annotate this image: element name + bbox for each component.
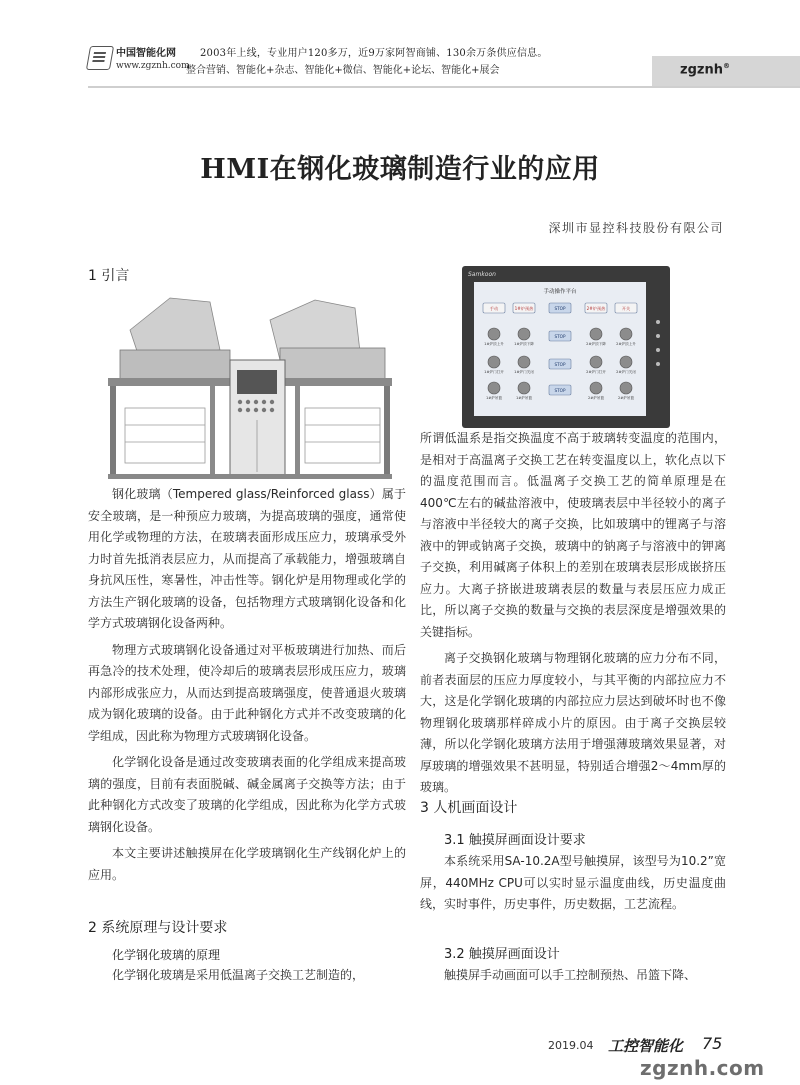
hmi-button-lamp (590, 356, 602, 368)
hmi-screen-title: 手动操作平台 (543, 289, 577, 295)
hmi-button-label: 2#炉吊篮 (617, 396, 635, 400)
tab-text: zgznh (680, 62, 723, 78)
hmi-button-label: 2#炉吊篮 (587, 396, 605, 400)
hmi-button (549, 331, 571, 341)
left-column-body (88, 484, 406, 886)
header-tab-label (680, 62, 730, 77)
hmi-button-lamp (488, 382, 500, 394)
section-3-2-heading: 3.2 触摸屏画面设计 (444, 947, 560, 962)
hmi-button (615, 303, 637, 313)
left-column-tail (88, 965, 406, 987)
hmi-button-label: 2#炉预热 (586, 306, 606, 311)
hmi-button-lamp (620, 382, 632, 394)
hmi-brand: Samkoon (468, 271, 496, 278)
site-logo-icon (86, 46, 114, 70)
hmi-button-lamp (590, 382, 602, 394)
hmi-button-label: 2#炉门关闭 (616, 370, 636, 374)
hmi-button-lamp (620, 356, 632, 368)
hmi-button-label: 1#炉吊篮 (515, 396, 533, 400)
hmi-button-lamp (590, 328, 602, 340)
site-banner (88, 44, 648, 82)
hmi-button (549, 359, 571, 369)
issue-date: 2019.04 (548, 1039, 594, 1052)
hmi-button (585, 303, 607, 313)
hmi-button-label: 2#炉顶下降 (586, 342, 606, 346)
hmi-button-label: 1#炉吊篮 (485, 396, 503, 400)
hmi-button (549, 385, 571, 395)
paragraph-hmi-design: 触摸屏手动画面可以手工控制预热、吊篮下降、 (444, 968, 697, 982)
page-number: 75 (702, 1034, 723, 1053)
site-url: www.zgznh.com (116, 61, 190, 71)
article-title: HMI在钢化玻璃制造行业的应用 (200, 154, 600, 185)
hmi-touchscreen-figure (462, 266, 670, 428)
hmi-button-label: 1#炉顶下降 (514, 342, 534, 346)
section-3-1-heading: 3.1 触摸屏画面设计要求 (444, 833, 586, 848)
hmi-button (513, 303, 535, 313)
site-name: 中国智能化网 (116, 48, 176, 59)
hmi-button-lamp (488, 356, 500, 368)
right-column-body (420, 428, 726, 799)
hmi-button-lamp (488, 328, 500, 340)
hmi-button-label: 2#炉门打开 (586, 370, 606, 374)
banner-line-2: 整合营销、智能化+杂志、智能化+微信、智能化+论坛、智能化+展会 (186, 65, 500, 76)
section-3-heading: 3 人机画面设计 (420, 800, 518, 816)
tab-mark: ® (722, 62, 730, 70)
paragraph-principle-1: 所谓低温系是指交换温度不高于玻璃转变温度的范围内，是相对于高温离子交换工艺在转变温度以上，软化点以下的温度范围而言。低温离子交换工艺的简单原理是在400℃左右的碱盐溶液中，使玻璃表层中半径较小的离子与溶液中半径较大的离子交换，比如玻璃中的锂离子与溶液中的钾或钠离子交换，玻璃中的钠离子与溶液中的钾离子交换，利用碱离子体积上的差别在玻璃表层形成嵌挤压应力。大离子挤嵌进玻璃表层的数量与表层压应力成正比，所以离子交换的数量与交换的表层深度是增强效果的关键指标。 (420, 431, 726, 639)
header-divider (88, 86, 800, 88)
tempering-furnace-figure (100, 290, 400, 485)
right-column-hmi-design (420, 965, 726, 987)
paragraph-intro-3: 化学钢化设备是通过改变玻璃表面的化学组成来提高玻璃的强度，目前有表面脱碱、碱金属离子交换等方法；由于此种钢化方式改变了玻璃的化学组成，因此称为化学方式玻璃钢化设备。 (88, 755, 406, 834)
hmi-button-label: STOP (554, 388, 566, 393)
hmi-button-label: STOP (554, 334, 566, 339)
paragraph-intro-1: 钢化玻璃（Tempered glass/Reinforced glass）属于安全玻璃，是一种预应力玻璃，为提高玻璃的强度，通常使用化学或物理的方法，在玻璃表面形成压应力，玻璃承受外力时首先抵消表层应力，从而提高了承载能力，增强玻璃自身抗风压性，寒暑性，冲击性等。钢化炉是用物理或化学的方法生产钢化玻璃的设备，包括物理方式玻璃钢化设备和化学方式玻璃钢化设备两种。 (88, 487, 406, 630)
right-column-hmi-req (420, 851, 726, 916)
hmi-button (549, 303, 571, 313)
paragraph-intro-4: 本文主要讲述触摸屏在化学玻璃钢化生产线钢化炉上的应用。 (88, 846, 406, 882)
site-watermark: zgznh.com (640, 1056, 765, 1080)
hmi-button-label: 1#炉门打开 (484, 370, 504, 374)
hmi-button-label: 2#炉顶上升 (616, 342, 636, 346)
hmi-button-lamp (518, 356, 530, 368)
hmi-button-lamp (620, 328, 632, 340)
article-company: 深圳市显控科技股份有限公司 (548, 221, 724, 235)
hmi-button-label: STOP (554, 306, 566, 311)
banner-line-1: 2003年上线，专业用户120多万，近9万家阿智商铺、130余万条供应信息。 (200, 48, 548, 59)
hmi-button-label: 手动 (489, 306, 499, 311)
hmi-button-label: 1#炉门关闭 (514, 370, 534, 374)
magazine-name: 工控智能化 (608, 1037, 684, 1055)
hmi-button-lamp (518, 382, 530, 394)
paragraph-principle-start: 化学钢化玻璃是采用低温离子交换工艺制造的， (112, 968, 365, 982)
hmi-button-label: 开关 (621, 306, 631, 311)
hmi-button-lamp (518, 328, 530, 340)
hmi-button-label: STOP (554, 362, 566, 367)
hmi-button-label: 1#炉顶上升 (484, 342, 504, 346)
header-tab (652, 56, 800, 86)
hmi-button (483, 303, 505, 313)
paragraph-hmi-req: 本系统采用SA-10.2A型号触摸屏，该型号为10.2”宽屏，440MHz CPU可以实时显示温度曲线，历史温度曲线，实时事件，历史事件，历史数据，工艺流程。 (420, 854, 726, 911)
section-1-heading: 1 引言 (88, 268, 130, 284)
section-2-heading: 2 系统原理与设计要求 (88, 920, 228, 936)
paragraph-principle-2: 离子交换钢化玻璃与物理钢化玻璃的应力分布不同，前者表面层的压应力厚度较小，与其平衡的内部拉应力不大，这是化学钢化玻璃的内部拉应力层达到破坏时也不像物理钢化玻璃那样碎成小片的原因。由于离子交换层较薄，所以化学钢化玻璃方法用于增强薄玻璃效果显著，对厚玻璃的增强效果不甚明显，特别适合增强2～4mm厚的玻璃。 (420, 651, 726, 794)
paragraph-intro-2: 物理方式玻璃钢化设备通过对平板玻璃进行加热、而后再急冷的技术处理，使冷却后的玻璃表层形成压应力，玻璃内部形成张应力，从而达到提高玻璃强度，使普通退火玻璃成为钢化玻璃的设备。由于此种钢化方式并不改变玻璃的化学组成，因此称为物理方式玻璃钢化设备。 (88, 642, 406, 743)
hmi-button-label: 1#炉预热 (514, 306, 534, 311)
section-2-subheading: 化学钢化玻璃的原理 (112, 948, 221, 962)
